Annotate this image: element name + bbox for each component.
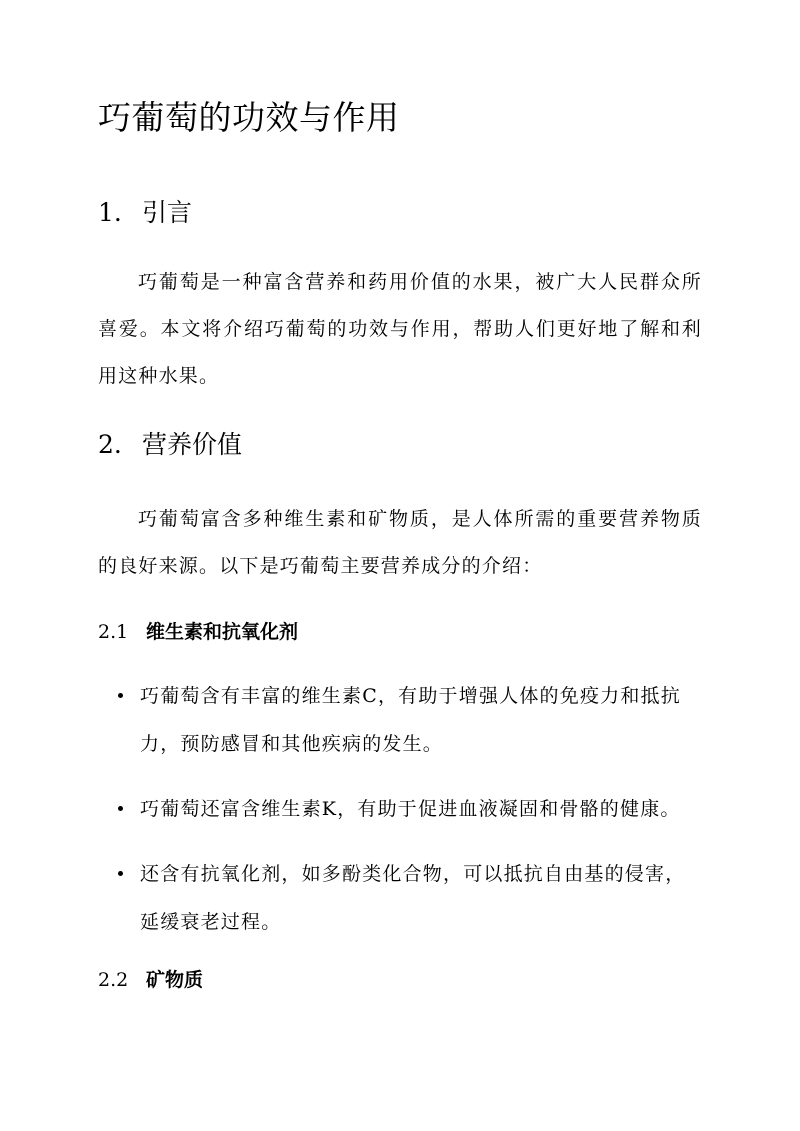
subsection-heading-vitamins: [98, 619, 298, 645]
list-item-text: 还含有抗氧化剂，如多酚类化合物，可以抵抗自由基的侵害，延缓衰老过程。: [140, 863, 686, 933]
list-item: [98, 672, 702, 768]
bullet-icon: [118, 871, 123, 876]
section-number: 1.: [98, 198, 122, 227]
bullet-icon: [118, 693, 123, 698]
subsection-number: 2.2: [98, 969, 129, 991]
section-title: 引言: [142, 198, 193, 227]
subsection-title: 维生素和抗氧化剂: [146, 621, 299, 643]
list-item: [98, 785, 702, 833]
list-item: [98, 850, 702, 946]
section-title: 营养价值: [142, 430, 243, 459]
section-number: 2.: [98, 430, 122, 459]
section-heading-intro: [98, 196, 192, 230]
document-title: 巧葡萄的功效与作用: [98, 98, 400, 137]
subsection-number: 2.1: [98, 621, 129, 643]
list-item-text: 巧葡萄含有丰富的维生素C，有助于增强人体的免疫力和抵抗力，预防感冒和其他疾病的发生。: [140, 685, 681, 755]
subsection-heading-minerals: [98, 967, 203, 993]
intro-paragraph: 巧葡萄是一种富含营养和药用价值的水果，被广大人民群众所喜爱。本文将介绍巧葡萄的功效与作用，帮助人们更好地了解和利用这种水果。: [98, 271, 702, 387]
subsection-title: 矿物质: [146, 969, 204, 991]
section-heading-nutrition: [98, 428, 242, 462]
bullet-icon: [118, 806, 123, 811]
nutrition-paragraph: 巧葡萄富含多种维生素和矿物质，是人体所需的重要营养物质的良好来源。以下是巧葡萄主要营养成分的介绍：: [98, 508, 702, 577]
list-item-text: 巧葡萄还富含维生素K，有助于促进血液凝固和骨骼的健康。: [140, 798, 681, 820]
vitamins-bullet-list: [98, 672, 702, 963]
